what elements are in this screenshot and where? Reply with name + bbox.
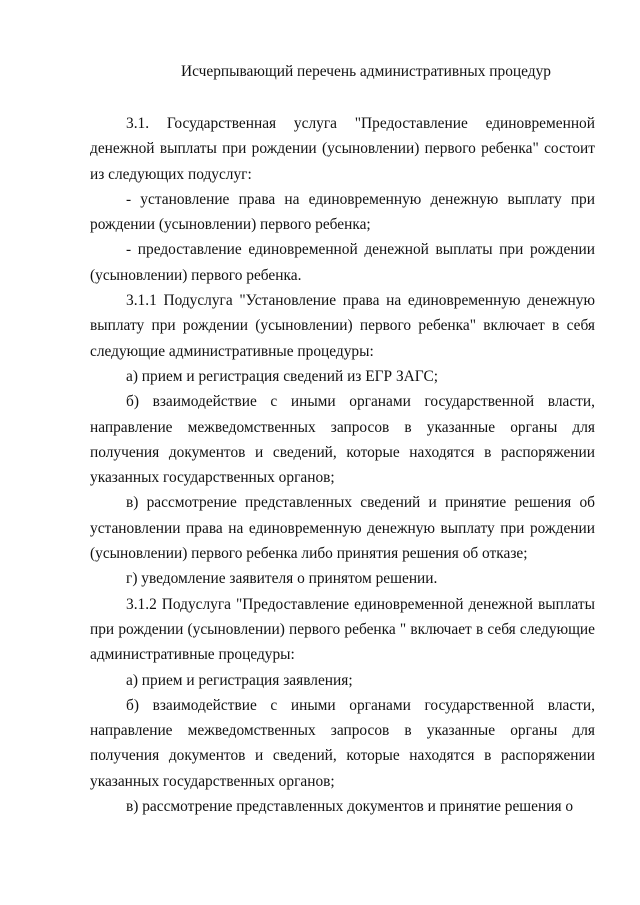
paragraph-3-1-2-a: а) прием и регистрация заявления; bbox=[126, 671, 353, 689]
paragraph-3-1-2: 3.1.2 Подуслуга "Предоставление единовременной денежной выплаты при рождении (усыновлении) первого ребенка " включает в себя следующие административные процедуры: bbox=[90, 595, 595, 664]
paragraph-3-1-1-b: б) взаимодействие с иными органами государственной власти, направление межведомственных запросов в указанные органы для получения документов и сведений, которые находятся в распоряжении указанных государственных органов; bbox=[90, 393, 595, 487]
paragraph-subservice-1: - установление права на единовременную денежную выплату при рождении (усыновлении) первого ребенка; bbox=[90, 190, 595, 234]
paragraph-3-1-1: 3.1.1 Подуслуга "Установление права на единовременную денежную выплату при рождении (усыновлении) первого ребенка" включает в себя следующие административные процедуры: bbox=[90, 292, 595, 360]
paragraph-3-1-1-v: в) рассмотрение представленных сведений и принятие решения об установлении права на единовременную денежную выплату при рождении (усыновлении) первого ребенка либо принятия решения об отказе; bbox=[90, 494, 595, 563]
document-title: Исчерпывающий перечень административных процедур bbox=[181, 63, 551, 80]
paragraph-3-1: 3.1. Государственная услуга "Предоставление единовременной денежной выплаты при рождении (усыновлении) первого ребенка" состоит из следующих подуслуг: bbox=[90, 115, 595, 183]
paragraph-3-1-2-v: в) рассмотрение представленных документов и принятие решения о bbox=[126, 798, 574, 816]
paragraph-subservice-2: - предоставление единовременной денежной выплаты при рождении (усыновлении) первого ребенка. bbox=[90, 241, 595, 284]
paragraph-3-1-1-g: г) уведомление заявителя о принятом решении. bbox=[126, 570, 438, 588]
paragraph-3-1-1-a: а) прием и регистрация сведений из ЕГР ЗАГС; bbox=[126, 367, 439, 385]
document-body bbox=[90, 111, 595, 819]
paragraph-3-1-2-b: б) взаимодействие с иными органами государственной власти, направление межведомственных запросов в указанные органы для получения документов и сведений, которые находятся в распоряжении указанных государственных органов; bbox=[90, 696, 595, 790]
